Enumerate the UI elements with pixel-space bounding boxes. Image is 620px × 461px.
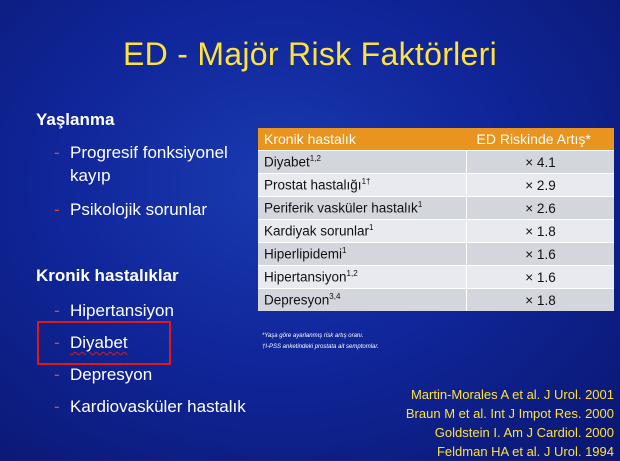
footnote: †I-PSS anketindeki prostata ait semptomlar. [262, 344, 379, 350]
bullet-item [54, 395, 294, 418]
bullet-item [54, 299, 259, 322]
risk-value-cell: × 1.8 [467, 220, 615, 243]
disease-name: Periferik vasküler hastalık [264, 200, 418, 216]
section-heading-chronic: Kronik hastalıklar [36, 266, 179, 285]
bullet-text: Psikolojik sorunlar [70, 200, 207, 219]
section-heading-aging: Yaşlanma [36, 110, 115, 129]
column-header: ED Riskinde Artış* [467, 128, 615, 151]
table-row [258, 220, 614, 243]
bullet-dash: - [54, 333, 60, 352]
highlight-box-diabetes [37, 321, 171, 365]
bullet-item [54, 141, 259, 187]
citation-sup: 1,2 [309, 154, 321, 164]
bullet-item [54, 363, 259, 386]
bullet-dash: - [54, 143, 60, 162]
citation-sup: 1 [417, 200, 423, 210]
disease-name: Depresyon [264, 292, 330, 308]
table-row [258, 197, 614, 220]
disease-cell [258, 197, 467, 220]
table-row [258, 243, 614, 266]
bullet-dash: - [54, 200, 60, 219]
reference: Feldman HA et al. J Urol. 1994 [436, 444, 614, 459]
risk-value-cell: × 1.6 [467, 243, 615, 266]
disease-cell [258, 174, 467, 197]
slide-title: ED - Majör Risk Faktörleri [122, 36, 498, 72]
table-header-row [258, 128, 614, 151]
risk-table [258, 128, 614, 311]
table-row [258, 289, 614, 312]
risk-value-cell: × 1.6 [467, 266, 615, 289]
bullet-dash: - [54, 397, 60, 416]
citation-sup: 1 [342, 246, 347, 256]
bullet-item [54, 198, 259, 221]
citation-sup: 1,2 [346, 269, 358, 279]
bullet-text: Depresyon [70, 365, 153, 384]
bullet-text: Kardiovasküler hastalık [70, 397, 246, 416]
bullet-text: Hipertansiyon [70, 301, 174, 320]
citation-sup: 1 [369, 223, 374, 233]
disease-cell [258, 266, 467, 289]
disease-cell [258, 151, 467, 174]
bullet-dash: - [54, 365, 60, 384]
risk-value-cell: × 2.6 [467, 197, 615, 220]
table-row [258, 151, 614, 174]
footnote: *Yaşa göre ayarlanmış risk artış oranı. [262, 333, 364, 339]
table-row [258, 266, 614, 289]
risk-value-cell: × 1.8 [467, 289, 615, 312]
reference: Martin-Morales A et al. J Urol. 2001 [410, 387, 614, 402]
citation-sup: 3,4 [329, 292, 341, 302]
citation-sup: 1† [361, 177, 371, 187]
disease-name: Diyabet [264, 154, 310, 170]
disease-name: Kardiyak sorunlar [264, 223, 370, 239]
bullet-dash: - [54, 301, 60, 320]
table-row [258, 174, 614, 197]
disease-cell [258, 243, 467, 266]
column-header: Kronik hastalık [258, 128, 467, 151]
disease-cell [258, 220, 467, 243]
references [406, 385, 614, 461]
reference: Braun M et al. Int J Impot Res. 2000 [405, 406, 614, 421]
disease-name: Prostat hastalığı [264, 177, 362, 193]
disease-cell [258, 289, 467, 312]
bullet-text: Progresif fonksiyonel kayıp [70, 143, 228, 185]
reference: Goldstein I. Am J Cardiol. 2000 [434, 425, 614, 440]
disease-name: Hipertansiyon [264, 269, 347, 285]
risk-value-cell: × 4.1 [467, 151, 615, 174]
risk-value-cell: × 2.9 [467, 174, 615, 197]
disease-name: Hiperlipidemi [264, 246, 343, 262]
bullet-text: Diyabet [70, 333, 128, 352]
